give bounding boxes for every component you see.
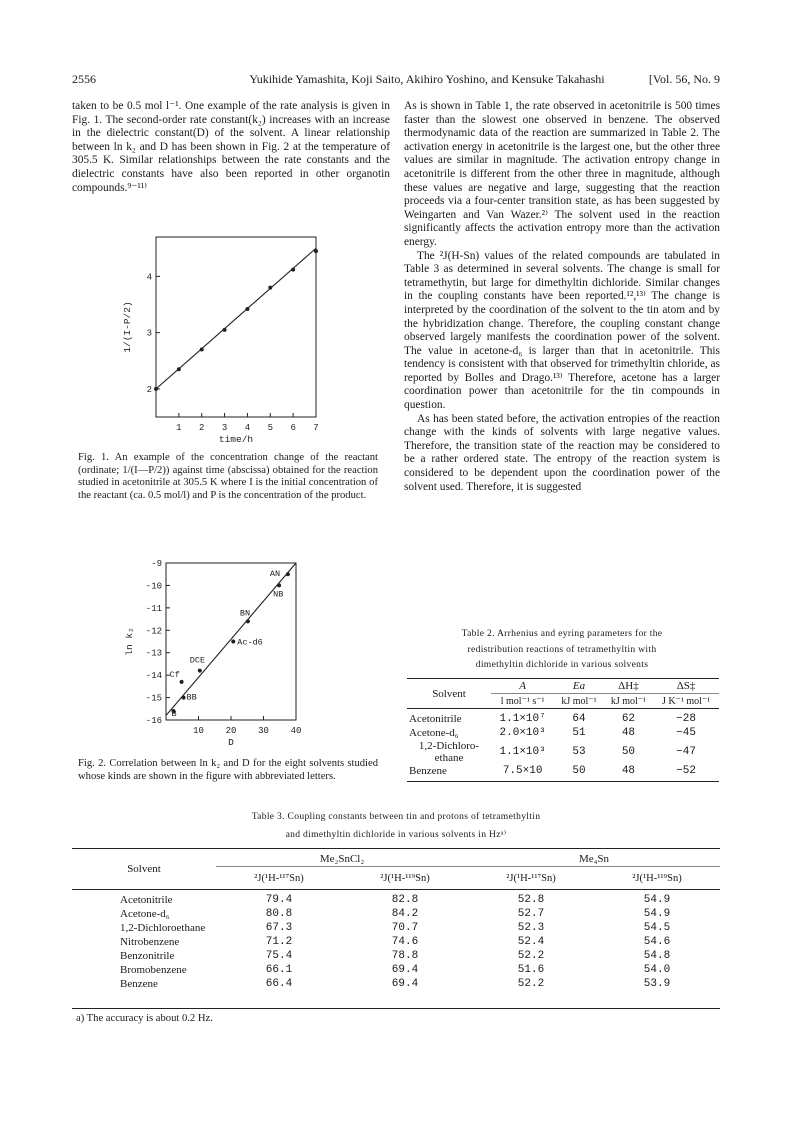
x-tick-label: 40 <box>290 726 302 736</box>
table-3-cell: 53.9 <box>643 978 671 990</box>
y-tick-label: -11 <box>145 603 162 614</box>
right-column-text <box>404 100 720 494</box>
point-label: Ac-d6 <box>237 637 263 648</box>
table-2-header-ds: ΔS‡ <box>676 680 696 692</box>
point-label: B <box>171 709 177 720</box>
figure-2-caption-text: Fig. 2. Correlation between ln k₂ and D for the eight solvents studied whose kinds are shown in the figure with abbreviated letters. <box>78 758 378 782</box>
table-3-cell: Acetone-d₆ <box>120 908 170 920</box>
y-tick-label: -10 <box>145 581 162 592</box>
table-3-cell: 54.0 <box>643 964 671 976</box>
table-3-body <box>72 890 720 992</box>
point-label: DCE <box>189 655 206 666</box>
table-2-cell: 7.5×10 <box>502 765 543 777</box>
table-row <box>72 907 720 921</box>
data-point <box>286 572 290 576</box>
point-label: Cf <box>169 669 180 680</box>
table-2-header-ea: Ea <box>572 680 586 692</box>
table-3 <box>72 848 720 991</box>
x-tick-label: 20 <box>225 726 237 736</box>
y-tick-label: -15 <box>145 693 162 704</box>
data-point <box>291 268 295 272</box>
y-tick-label: 3 <box>146 328 152 339</box>
table-3-cell: 54.9 <box>643 908 671 920</box>
data-point <box>180 680 184 684</box>
table-2-cell: 64 <box>572 713 586 725</box>
table-2-unit-ea: kJ mol⁻¹ <box>554 694 603 709</box>
table-3-footnote-text: a) The accuracy is about 0.2 Hz. <box>76 1013 213 1024</box>
table-3-cell: 52.2 <box>517 978 545 990</box>
data-point <box>223 328 227 332</box>
table-3-cell: Benzonitrile <box>120 950 175 962</box>
table-3-cell: 54.9 <box>643 894 671 906</box>
table-3-cell: 1,2-Dichloroethane <box>120 922 206 934</box>
table-2-title <box>404 624 720 673</box>
x-tick-label: 6 <box>290 423 296 433</box>
x-tick-label: 30 <box>258 726 269 736</box>
data-point <box>268 286 272 290</box>
table-2 <box>407 678 719 782</box>
data-point <box>231 640 235 644</box>
table-2-cell: −45 <box>676 727 696 739</box>
table-2-header-a: A <box>519 680 526 692</box>
table-row <box>72 949 720 963</box>
table-3-title-line: and dimethyltin dichloride in various solvents in Hzᵃ⁾ <box>285 829 507 840</box>
table-row <box>407 764 719 782</box>
table-3-cell: 69.4 <box>391 964 419 976</box>
table-3-cell: 52.8 <box>517 894 545 906</box>
x-tick-label: 2 <box>199 423 205 433</box>
table-2-cell: 1.1×10⁷ <box>499 713 546 725</box>
table-2-unit-ds: J K⁻¹ mol⁻¹ <box>653 694 719 709</box>
author-line: Yukihide Yamashita, Koji Saito, Akihiro Yoshino, and Kensuke Takahashi <box>249 72 605 86</box>
point-label: NB <box>273 589 284 600</box>
table-row <box>72 890 720 908</box>
table-3-header-h119: ²J(¹H-¹¹⁹Sn) <box>342 867 468 890</box>
x-tick-label: 4 <box>244 423 251 433</box>
x-tick-label: 10 <box>193 726 204 736</box>
table-2-unit-dh: kJ mol⁻¹ <box>604 694 653 709</box>
data-point <box>277 583 281 587</box>
right-paragraph-2: The ²J(H-Sn) values of the related compounds are tabulated in Table 3 as determined in several solvents. The change is small for tetramethytin, but large for dimethyltin dichloride. Similar changes in the coupling constants have been reported.¹²,¹³⁾ The change is interpreted by the coordination of the solvent to the tin atom and by the hybridization change. Therefore, the coupling constant change observed largely manifests the coordination power of the solvent. The value in acetone-d₆ is larger than that in acetonitrile. This tendency is consistent with that observed for trimethyltin chloride, as reported by Bolles and Drago.¹³⁾ Therefore, acetone has a larger coordination power than acetonitrile for the tin compounds in question. <box>404 249 720 412</box>
table-2-title-line: redistribution reactions of tetramethyltin with <box>467 644 657 655</box>
table-row <box>72 921 720 935</box>
running-header <box>72 72 720 92</box>
page-number: 2556 <box>72 72 96 86</box>
x-tick-label: 5 <box>267 423 273 433</box>
table-3-cell: 80.8 <box>265 908 293 920</box>
right-paragraph-3: As has been stated before, the activation entropies of the reaction change with the kinds of solvents with large negative values. Therefore, the transition state of the reaction may be considered to be a rather ordered state. The entropy of the reaction system is considered to be dependent upon the coordination power of the solvent used. Therefore, it is suggested <box>404 412 720 493</box>
table-row <box>72 963 720 977</box>
x-tick-label: 1 <box>176 423 182 433</box>
table-2-cell: 1.1×10³ <box>499 746 546 758</box>
x-axis-label: D <box>228 737 234 748</box>
table-2-cell: 48 <box>621 765 636 777</box>
point-label: BN <box>239 608 251 619</box>
right-paragraph-1: As is shown in Table 1, the rate observed in acetonitrile is 500 times faster than the slowest one observed in benzene. The observed thermodynamic data of the reaction are summarized in Table 2. The activation energy in acetonitrile is the largest one, but the other three values are similar in magnitude. The activation entropy change in acetonitrile is different from the other three in magnitude, although these values are negative and large, suggesting that the reaction proceeds via a four-center transition state, as has been suggested by Weingarten and Van Wazer.²⁾ The solvent used in the reaction significantly affects the activation entropy more than the activation energy. <box>404 100 720 248</box>
x-tick-label: 7 <box>313 423 319 433</box>
data-point <box>200 348 204 352</box>
data-point <box>314 249 318 253</box>
table-2-cell: −52 <box>676 765 696 777</box>
data-point <box>182 696 186 700</box>
table-3-cell: 52.2 <box>517 950 545 962</box>
table-2-cell: 2.0×10³ <box>499 727 546 739</box>
table-3-header-h119: ²J(¹H-¹¹⁹Sn) <box>594 867 720 890</box>
table-3-cell: 74.6 <box>391 936 419 948</box>
table-2-cell: 1,2-Dichloro-ethane <box>418 740 480 764</box>
table-3-header-solvent: Solvent <box>127 863 161 875</box>
table-2-cell: 50 <box>621 746 636 758</box>
table-3-cell: Nitrobenzene <box>120 936 180 948</box>
x-axis-label: time/h <box>218 434 254 445</box>
table-3-cell: 67.3 <box>265 922 293 934</box>
table-2-header-dh: ΔH‡ <box>618 680 639 692</box>
table-2-cell: 50 <box>572 765 586 777</box>
table-3-cell: Benzene <box>120 978 158 990</box>
table-2-cell: Acetone-d₆ <box>409 727 459 739</box>
table-3-cell: 70.7 <box>391 922 419 934</box>
table-3-cell: 66.1 <box>265 964 293 976</box>
table-3-header-h117: ²J(¹H-¹¹⁷Sn) <box>468 867 594 890</box>
table-2-title-line: dimethyltin dichloride in various solvents <box>475 659 649 670</box>
table-3-title-line: Table 3. Coupling constants between tin and protons of tetramethyltin <box>251 811 541 822</box>
left-column-text <box>72 100 390 195</box>
data-point <box>154 387 158 391</box>
figure-2-plot-area <box>124 559 301 748</box>
data-point <box>177 367 181 371</box>
table-row <box>407 726 719 740</box>
table-3-footnote <box>76 1013 476 1026</box>
table-3-cell: 75.4 <box>265 950 293 962</box>
table-3-bottom-rule <box>72 1008 720 1009</box>
y-tick-label: -13 <box>145 648 162 659</box>
table-3-cell: Bromobenzene <box>120 964 187 976</box>
table-3-cell: 71.2 <box>265 936 293 948</box>
table-3-cell: 82.8 <box>391 894 419 906</box>
figure-1-caption <box>78 452 378 502</box>
data-point <box>198 669 202 673</box>
table-3-cell: 69.4 <box>391 978 419 990</box>
fit-line <box>166 563 296 716</box>
table-3-cell: 52.3 <box>517 922 545 934</box>
x-tick-label: 3 <box>221 423 228 433</box>
table-3-cell: 78.8 <box>391 950 419 962</box>
point-label: AN <box>269 569 281 580</box>
table-row <box>72 935 720 949</box>
table-3-header-h117: ²J(¹H-¹¹⁷Sn) <box>216 867 342 890</box>
table-3-cell: 52.4 <box>517 936 545 948</box>
data-point <box>245 307 249 311</box>
table-2-cell: −28 <box>676 713 696 725</box>
figure-1-caption-text: Fig. 1. An example of the concentration change of the reactant (ordinate; 1/(I—P/2)) against time (abscissa) obtained for the reaction studied in acetonitrile at 305.5 K where I is the initial concentration of the reactant (ca. 0.5 mol/l) and P is the concentration of the product. <box>78 452 378 501</box>
table-3-cell: 66.4 <box>265 978 293 990</box>
y-tick-label: 4 <box>146 272 152 283</box>
y-axis-label: 1/(I-P/2) <box>122 301 133 353</box>
point-label: BB <box>186 692 197 703</box>
table-2-title-line: Table 2. Arrhenius and eyring parameters for the <box>461 628 663 639</box>
table-3-title <box>72 808 720 845</box>
table-2-cell: 51 <box>572 727 586 739</box>
table-3-cell: 54.6 <box>643 936 671 948</box>
y-tick-label: 2 <box>146 384 152 395</box>
table-3-group-me4sn: Me₄Sn <box>578 853 610 865</box>
table-row <box>407 740 719 764</box>
table-2-cell: 62 <box>621 713 636 725</box>
table-3-cell: Acetonitrile <box>120 894 173 906</box>
figure-2-caption <box>78 758 378 783</box>
figure-1-chart <box>118 232 328 447</box>
table-3-cell: 52.7 <box>517 908 545 920</box>
table-2-header-solvent: Solvent <box>432 687 466 700</box>
table-3-group-me2sncl2: Me₂SnCl₂ <box>319 853 365 865</box>
table-2-cell: Acetonitrile <box>409 713 462 725</box>
table-3-cell: 54.5 <box>643 922 671 934</box>
data-point <box>246 619 250 623</box>
table-3-cell: 51.6 <box>517 964 545 976</box>
y-tick-label: -12 <box>145 626 162 637</box>
table-3-cell: 79.4 <box>265 894 293 906</box>
table-2-cell: Benzene <box>409 765 447 777</box>
y-tick-label: -9 <box>151 559 162 569</box>
plot-frame <box>156 237 316 417</box>
table-3-cell: 84.2 <box>391 908 419 920</box>
table-2-unit-a: l mol⁻¹ s⁻¹ <box>491 694 554 709</box>
table-row <box>72 977 720 991</box>
y-tick-label: -16 <box>145 716 162 726</box>
table-3-cell: 54.8 <box>643 950 671 962</box>
figure-1-plot-area <box>122 237 319 445</box>
volume-label: [Vol. 56, No. 9 <box>648 72 720 86</box>
left-paragraph: taken to be 0.5 mol l⁻¹. One example of the rate analysis is given in Fig. 1. The second-order rate constant(k₂) increases with an increase in the dielectric constant(D) of the solvent. A linear relationship between ln k₂ and D has been shown in Fig. 2 at the temperature of 305.5 K. Similar relationships between the rate constants and the dielectric constants have also been reported in other organotin compounds.⁹⁻¹¹⁾ <box>72 100 390 194</box>
table-row <box>407 709 719 727</box>
table-2-cell: 53 <box>572 746 586 758</box>
figure-2-chart <box>118 556 318 752</box>
y-axis-label: ln k₂ <box>124 627 135 656</box>
y-tick-label: -14 <box>145 671 162 682</box>
table-2-cell: −47 <box>676 746 696 758</box>
table-2-cell: 48 <box>621 727 636 739</box>
